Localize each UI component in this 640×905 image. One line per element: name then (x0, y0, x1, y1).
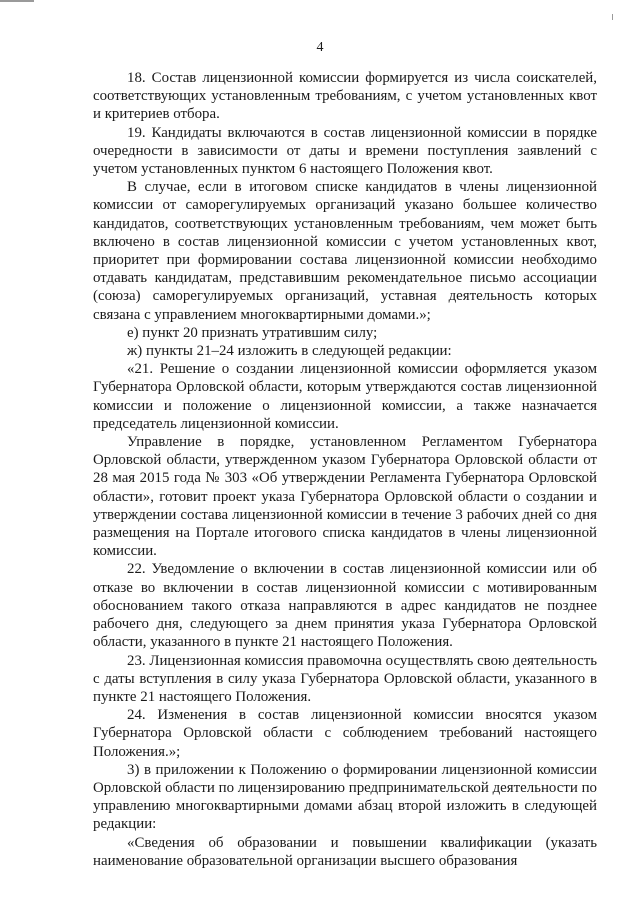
paragraph-item-3: 3) в приложении к Положению о формировании лицензионной комиссии Орловской области по лицензированию предпринимательской деятельности по управлению многоквартирными домами абзац второй изложить в следующей редакции: (93, 761, 597, 833)
paragraph-item-e: е) пункт 20 признать утратившим силу; (127, 324, 378, 341)
paragraph-education-info: «Сведения об образовании и повышении квалификации (указать наименование образовательной организации высшего образования (93, 834, 597, 869)
paragraph-24: 24. Изменения в состав лицензионной комиссии вносятся указом Губернатора Орловской области с соблюдением требований настоящего Положения.»; (93, 707, 597, 760)
paragraph-18: 18. Состав лицензионной комиссии формируется из числа соискателей, соответствующих установленным требованиям, с учетом установленных квот и критериев отбора. (93, 70, 597, 123)
document-body (93, 69, 597, 870)
paragraph-23: 23. Лицензионная комиссия правомочна осуществлять свою деятельность с даты вступления в силу указа Губернатора Орловской области, указанного в пункте 21 настоящего Положения. (93, 652, 597, 705)
paragraph-19-case: В случае, если в итоговом списке кандидатов в члены лицензионной комиссии от саморегулируемых организаций указано большее количество кандидатов, соответствующих установленным требованиям, чем может быть включено в состав лицензионной комиссии с учетом установленных квот, приоритет при формировании состава лицензионной комиссии необходимо отдавать кандидатам, представившим рекомендательное письмо ассоциации (союза) саморегулируемых организаций, уставная деятельность которых связана с управлением многоквартирными домами.»; (93, 179, 597, 323)
paragraph-21-management: Управление в порядке, установленном Регламентом Губернатора Орловской области, утвержденном указом Губернатора Орловской области от 28 мая 2015 года № 303 «Об утверждении Регламента Губернатора Орловской области», готовит проект указа Губернатора Орловской области о создании и утверждении состава лицензионной комиссии в течение 3 рабочих дней со дня размещения на Портале итогового списка кандидатов в члены лицензионной комиссии. (93, 434, 597, 560)
scan-tick-mark (612, 14, 613, 20)
paragraph-item-zh: ж) пункты 21–24 изложить в следующей редакции: (127, 343, 452, 360)
paragraph-19: 19. Кандидаты включаются в состав лицензионной комиссии в порядке очередности в зависимости от даты и времени поступления заявлений с учетом установленных пунктом 6 настоящего Положения квот. (93, 124, 597, 178)
paragraph-21: «21. Решение о создании лицензионной комиссии оформляется указом Губернатора Орловской области, которым утверждаются состав лицензионной комиссии и положение о лицензионной комиссии, а также назначается председатель лицензионной комиссии. (93, 361, 597, 432)
paragraph-22: 22. Уведомление о включении в состав лицензионной комиссии или об отказе во включении в состав лицензионной комиссии с мотивированным обоснованием такого отказа направляются в адрес кандидатов не позднее рабочего дня, следующего за днем принятия указа Губернатора Орловской области, указанного в пункте 21 настоящего Положения. (93, 561, 597, 651)
scan-corner-mark (0, 0, 34, 2)
page-number: 4 (316, 40, 324, 55)
